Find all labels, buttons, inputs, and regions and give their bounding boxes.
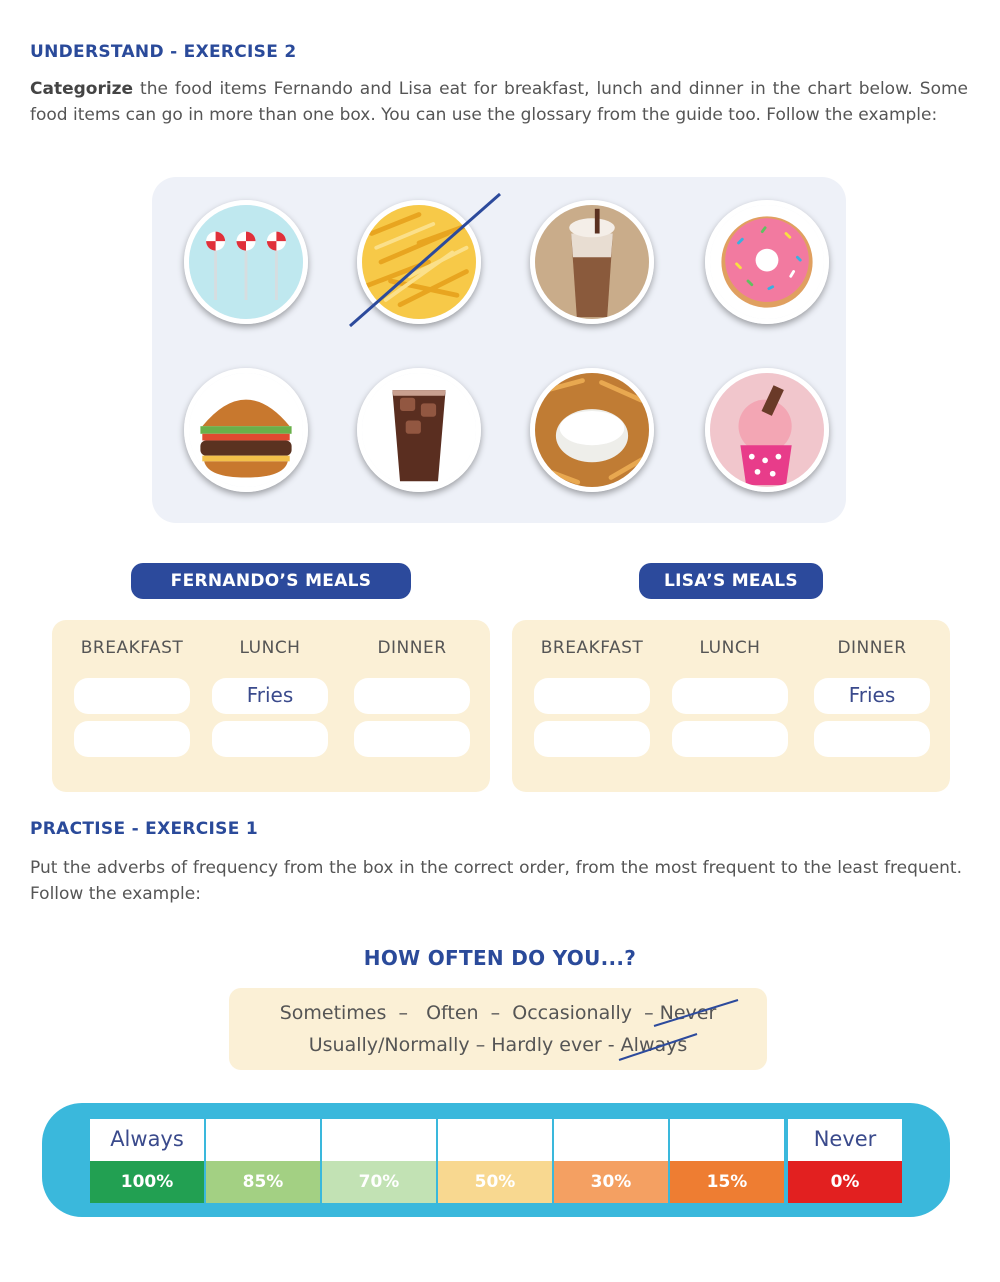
lisa-dinner-slot-2[interactable] <box>814 721 930 757</box>
scale-label-7[interactable]: Never <box>813 1127 877 1151</box>
practise-instructions: Put the adverbs of frequency from the box in the correct order, from the most frequent to the least frequent. Follow the example: <box>30 858 962 904</box>
understand-heading: UNDERSTAND - EXERCISE 2 <box>30 42 297 62</box>
donut-icon[interactable] <box>705 200 829 324</box>
fernando-dinner-slot-2[interactable] <box>354 721 470 757</box>
strike-always <box>617 1030 701 1064</box>
scale-label-6[interactable] <box>670 1119 784 1161</box>
fernando-lunch-slot-2[interactable] <box>212 721 328 757</box>
fernando-dinner-header: DINNER <box>377 638 447 658</box>
strike-never <box>652 996 742 1030</box>
instructions-bold-word: Categorize <box>30 79 134 99</box>
example-strike-line <box>340 190 510 335</box>
ice-cream-icon[interactable] <box>705 368 829 492</box>
scale-percent-5: 30% <box>554 1161 668 1203</box>
adverb-always-crossed: Always <box>621 1034 688 1056</box>
scale-percent-7: 0% <box>788 1161 902 1203</box>
scale-label-3[interactable] <box>322 1119 436 1161</box>
scale-cell-2 <box>206 1119 320 1203</box>
lisa-breakfast-header: BREAKFAST <box>540 638 644 658</box>
scale-cell-6 <box>670 1119 784 1203</box>
lisa-dinner-header: DINNER <box>837 638 907 658</box>
lisa-lunch-header: LUNCH <box>699 638 761 658</box>
adverbs-line-2 <box>229 1034 767 1056</box>
how-often-question: HOW OFTEN DO YOU...? <box>363 946 637 970</box>
lisa-breakfast-slot-1[interactable] <box>534 678 650 714</box>
fernando-breakfast-slot-2[interactable] <box>74 721 190 757</box>
adverbs-line-1 <box>229 1002 767 1024</box>
scale-label-1[interactable]: Always <box>110 1127 184 1151</box>
lisa-lunch-slot-2[interactable] <box>672 721 788 757</box>
fernando-meals-title: FERNANDO’S MEALS <box>131 563 411 599</box>
scale-label-5[interactable] <box>554 1119 668 1161</box>
scale-cell-3 <box>322 1119 436 1203</box>
fernando-meals-table <box>52 620 490 792</box>
hamburger-icon[interactable] <box>184 368 308 492</box>
fernando-dinner-slot-1[interactable] <box>354 678 470 714</box>
scale-percent-1: 100% <box>90 1161 204 1203</box>
adverbs-word-box <box>229 988 767 1070</box>
scale-percent-6: 15% <box>670 1161 784 1203</box>
scale-cell-4 <box>438 1119 552 1203</box>
soda-icon[interactable] <box>357 368 481 492</box>
scale-label-4[interactable] <box>438 1119 552 1161</box>
fries-with-dip-icon[interactable] <box>530 368 654 492</box>
lisa-breakfast-slot-2[interactable] <box>534 721 650 757</box>
scale-cell-1 <box>90 1119 204 1203</box>
scale-percent-3: 70% <box>322 1161 436 1203</box>
frequency-scale <box>42 1103 950 1217</box>
fernando-breakfast-header: BREAKFAST <box>80 638 184 658</box>
scale-cell-5 <box>554 1119 668 1203</box>
fernando-lunch-slot-1[interactable]: Fries <box>212 678 328 714</box>
understand-instructions <box>30 76 968 128</box>
milkshake-icon[interactable] <box>530 200 654 324</box>
instructions-text: the food items Fernando and Lisa eat for breakfast, lunch and dinner in the chart below. Some food items can go in more than one box. You can use the glossary from the guide too. Follow the example: <box>30 79 968 125</box>
fernando-breakfast-slot-1[interactable] <box>74 678 190 714</box>
adverb-never-crossed: Never <box>660 1002 717 1024</box>
adverbs-line-2-text: Usually/Normally – Hardly ever - <box>308 1034 621 1056</box>
scale-percent-2: 85% <box>206 1161 320 1203</box>
scale-percent-4: 50% <box>438 1161 552 1203</box>
practise-heading: PRACTISE - EXERCISE 1 <box>30 819 258 839</box>
lisa-lunch-slot-1[interactable] <box>672 678 788 714</box>
lisa-dinner-slot-1[interactable]: Fries <box>814 678 930 714</box>
lollipops-icon[interactable] <box>184 200 308 324</box>
scale-cell-7 <box>788 1119 902 1203</box>
scale-label-2[interactable] <box>206 1119 320 1161</box>
fernando-lunch-header: LUNCH <box>239 638 301 658</box>
lisa-meals-table <box>512 620 950 792</box>
lisa-meals-title: LISA’S MEALS <box>639 563 823 599</box>
adverbs-line-1-text: Sometimes – Often – Occasionally – <box>279 1002 660 1024</box>
